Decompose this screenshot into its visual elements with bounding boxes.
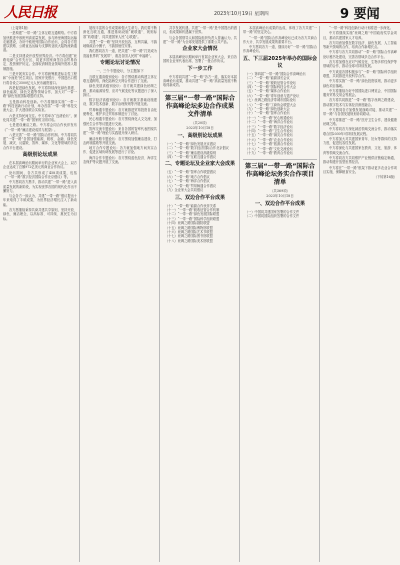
article-column-2 (83, 26, 157, 165)
paragraph: 本届高峰论坛期间举行首届企业家大会，来自各国的企业家代表出席，签署了一批合作协议。 (163, 55, 237, 64)
list-item: （十九）“一带一路”教育合作论坛 (245, 151, 293, 156)
paragraph: 中方愿同各方携手，推动共建“一带一路”进入高质量发展的新阶段，为实现世界各国的现代化作出不懈努力。 (3, 180, 77, 193)
list-item: （十）“一带一路”智库合作论坛 (245, 111, 290, 116)
issue-date: 2023年10月19日 星期四 (214, 12, 269, 17)
paragraph: 本届高峰论坛成果的达成，体现了各方共建“一带一路”的坚定决心。 (243, 26, 317, 35)
paragraph: 展现丰富的合作成果和强大生命力。我们要不断深化互联互通，推进基础设施“硬联通”、规则标准“软联通”、同共建国家人民“心联通”。 (83, 26, 157, 39)
column-divider (79, 26, 80, 562)
list-item: （十七）“一带一路”旅游合作论坛 (245, 142, 293, 147)
paragraph: 绿色发展高级别论坛：各方就共建绿色丝绸之路、推动能源转型、应对气候变化等议题进行了深入探讨。 (83, 84, 157, 97)
paragraph: 地方合作专题论坛：各方就加强地方间务实合作、促进区域协调发展等进行了讨论。 (83, 146, 157, 155)
paragraph: 中方欢迎各国积极参与“一带一路”国际科学组织联盟，共同推进开放科学合作。 (323, 69, 397, 78)
list-item: （九）“一带一路”绿色创新大会 (245, 107, 290, 112)
masthead (0, 0, 400, 23)
paragraph: 海洋合作专题论坛：各方围绕蓝色经济、海洋生态保护等议题开展了交流。 (83, 155, 157, 165)
list-item: （十八）丝绸之路国际美术馆联盟 (165, 238, 213, 243)
section-heading: 企业家大会情况 (182, 46, 218, 53)
paragraph: 在本届高峰论坛期间举行的企业家大会上，双方企业达成了总额972亿美元的商业合作协议。 (3, 161, 77, 170)
list-item: （十四）丝绸之路国际剧院联盟 (165, 221, 210, 226)
paragraph: 贸易畅通专题论坛：各方就推进贸易投资自由化便利化、维护多边贸易体制进行了讨论。 (83, 107, 157, 117)
paragraph: 论坛期间，各方共形成了458项成果，包括《“一带一路”数字经济国际合作北京倡议》等。 (3, 170, 77, 179)
article-column-3 (163, 26, 237, 243)
paragraph: 中方将实施“一带一路”绿色投资原则，推动更多绿色项目落地。 (323, 79, 397, 88)
paragraph: 与会各方一致认为，共建“一带一路”倡议提出十年来取得了丰硕成果，为世界经济增长注入了新动能。 (3, 194, 77, 207)
paragraph: 八是完善“一带一路”国际合作机制。中方将同共建“一带一路”各国加强能源、税收、金融、绿色发展、减灾、反腐败、智库、媒体、文化等领域的多边合作平台建设。 (3, 132, 77, 150)
list-item: （八）“一带一路”工商协会联盟大会 (245, 102, 297, 107)
paragraph: 我们愿同各方一道，把共建“一带一路”打造成为造福世界的“发展带”、惠及各国人民的“幸福路”。 (83, 49, 157, 58)
paragraph: 中方将在“一带一路”框架下推动更多农业合作项目实施，保障粮食安全。 (323, 165, 397, 174)
list-item: （六）“一带一路”青年创意与遗产论坛 (245, 93, 300, 98)
list-item: （十三）“一带一路”国际科学组织联盟 (165, 216, 220, 221)
list-item: （五）“一带一路”智库合作联盟倡议 (165, 170, 217, 175)
paragraph: 六是支持民间交往。中方将举办“良渚论坛”，深化同共建“一带一路”国家的文明对话。 (3, 113, 77, 122)
list-item: （十一）“一带一路”税收征管合作机制 (165, 207, 220, 212)
list-heading: 一、双边合作平台成果 (254, 200, 305, 207)
paragraph: 共享发展机遇。共建“一带一路”是中国提出的倡议，但成果和机遇属于世界。 (163, 26, 237, 35)
paragraph: 三是开展务实合作。中方将统筹推进标志性工程和“小而美”民生项目。国家开发银行、中国进出口银行将各设立3500亿元人民币融资窗口。 (3, 71, 77, 85)
paragraph: 各方将加强在应对气候变化、生物多样性保护等领域的合作，推动全球可持续发展。 (323, 60, 397, 69)
list-item: （十七）丝绸之路国际图书馆联盟 (165, 234, 213, 239)
divider (163, 91, 237, 92)
list-item: （四）“一带一路”互联互通合作倡议 (165, 155, 217, 160)
list-item: （五）“一带一路”媒体合作论坛 (245, 89, 290, 94)
list-item: （十六）丝绸之路国际艺术节联盟 (165, 229, 213, 234)
newspaper-logo: 人民日报 (4, 5, 56, 21)
paragraph: 中方将同共建“一带一路”各方一道，落实好本届高峰论坛成果，推动共建“一带一路”高质量发展不断取得新成效。 (163, 74, 237, 88)
paragraph: 各方将共同推进“一带一路”数字丝绸之路建设，推动数字技术与实体经济深度融合。 (323, 98, 397, 107)
document-title: 第三届“一带一路”国际合作高峰论坛务实合作项目清单 (244, 162, 315, 186)
list-item: （十三）“一带一路”数字经济论坛 (245, 124, 293, 129)
paragraph: 四是促进绿色发展。中方将持续深化绿色基建、绿色能源、绿色交通等领域合作，加大对“一带一路”绿色发展国际联盟的支持。 (3, 85, 77, 99)
paragraph: 中方将深化与共建国家在教育、文化、旅游、体育等领域交流合作。 (323, 146, 397, 155)
column-divider (319, 26, 320, 562)
article-column-1 (3, 26, 77, 222)
paragraph: 智库交流专题论坛：来自各国的智库代表围绕共建“一带一路”理论与实践展开深入研讨。 (83, 126, 157, 136)
paragraph: 中方愿同各方加强发展战略对接，推动共建“一带一路”与各国发展规划协同联动。 (323, 108, 397, 117)
paragraph: 中方将继续实施“丝绸之路”中国政府奖学金项目，推动共建国家人才培养。 (323, 31, 397, 40)
continuation-note: （下转第16版） (373, 175, 397, 180)
paragraph: 各方同意加强在数字经济、绿色发展、人工智能等新兴领域的合作，培育合作新增长点。 (323, 40, 397, 50)
list-item: （十八）“一带一路”文化交流论坛 (245, 146, 293, 151)
column-divider (239, 26, 240, 562)
divider (243, 159, 317, 160)
paragraph: 民心相通专题论坛：各方围绕深化人文交流、加强民生合作等议题进行交流。 (83, 117, 157, 126)
list-item: （一）第四届“一带一路”国际合作高峰论坛 (245, 71, 306, 76)
paragraph: 各方愿继续秉持共商共建共享原则，坚持开放、绿色、廉洁理念，以高标准、可持续、惠民生为目标。 (3, 207, 77, 221)
list-item: （四）“一带一路”国际科技合作大会 (245, 85, 297, 89)
paragraph: 与会各国领导人和国际组织负责人普遍认为，共建“一带一路”为全球发展提供了重要公共产品。 (163, 35, 237, 44)
paragraph: 中方将推进“一带一路”医疗卫生合作，建设健康丝绸之路。 (323, 117, 397, 126)
article-column-5 (323, 26, 397, 181)
document-count: （共20项） (191, 120, 209, 125)
list-item: （七）“一带一路”海洋合作倡议 (165, 179, 210, 184)
paragraph: 七是建设廉洁之路。中方将会同合作伙伴发布《“一带一路”廉洁建设成效与展望》。 (3, 123, 77, 132)
document-count: （共369项） (269, 188, 291, 193)
list-item: （十二）“一带一路”绿色发展国际联盟 (165, 212, 220, 217)
paragraph: 廉洁丝路专题论坛：各方围绕加强廉洁建设、打击跨境腐败等开展交流。 (83, 136, 157, 145)
section-subheading: 一、三个专题论坛，分主题如下 (96, 69, 144, 74)
document-title: 第三届“一带一路”国际合作高峰论坛多边合作成果文件清单 (164, 94, 235, 118)
list-item: （一）“一带一路”绿色发展北京倡议 (165, 141, 217, 146)
column-divider (159, 26, 160, 562)
list-item: （十四）“一带一路”卫生合作论坛 (245, 129, 293, 134)
list-item: （二）“一带一路”数字经济国际合作北京倡议 (165, 146, 229, 151)
list-item: （二）中国同国际组织签署的合作文件 (245, 214, 300, 219)
list-item: （十）“一带一路”能源合作伙伴关系 (165, 203, 217, 208)
paragraph: 中方将同各方共同维护产业链供应链稳定畅通，推动构建开放型世界经济。 (323, 156, 397, 165)
paragraph: 互联互通高级别论坛：各方围绕推动构建立体互联互通网络，深化陆海空天网合作进行了交流。 (83, 74, 157, 83)
paragraph: 一是构建“一带一路”立体互联互通网络。中方将加快推进中欧班列高质量发展，参与跨里海国际运输走廊建设，办好中欧班列国际合作论坛，会同各方搭建以铁路、公路直达运输为支撑的亚欧大陆物流新通道。 (3, 31, 77, 53)
list-item: （三）“一带一路”廉洁建设高级原则 (165, 150, 217, 155)
document-date: 2023年10月18日 (186, 126, 214, 131)
list-item: （十二）“一带一路”海洋合作论坛 (245, 120, 293, 125)
list-heading: 三、双边合作平台成果 (174, 194, 225, 201)
list-item: （十一）“一带一路”民心相通论坛 (245, 115, 293, 120)
paragraph: 共建“一带一路”坚持开放包容、互利共赢，不搞地缘政治小圈子，不搞排他性安排。 (83, 39, 157, 49)
list-item: （七）丝绸之路经济带城市国际论坛 (245, 98, 296, 103)
page-number: 9 要闻 (340, 7, 380, 22)
list-item: （十六）“一带一路”农业合作论坛 (245, 137, 293, 142)
document-date: 2023年10月18日 (266, 194, 294, 199)
paragraph: 中方将加大对共建国家青年、妇女等群体的支持力度，促进包容性发展。 (323, 136, 397, 146)
section-heading: 五、下三届2025年举办的国际会议 (243, 55, 317, 69)
paragraph: 中方将与各方共同推动“一带一路”国际合作高峰论坛秘书处建设，完善各领域多边合作平台。 (323, 50, 397, 59)
paragraph: 中方将继续办好中国国际进口博览会、中国国际服务贸易交易会等展会。 (323, 88, 397, 98)
section-heading: 专题论坛讨论情况 (99, 60, 140, 67)
list-heading: 二、专题论坛及企业家大会成果 (164, 161, 235, 168)
list-item: （八）“一带一路”贸易畅通合作倡议 (165, 183, 217, 188)
list-item: （二）“一带一路”能源部长会议 (245, 76, 290, 81)
paragraph: （上接第1版） (9, 26, 31, 30)
list-item: （三）“一带一路”税收征管合作论坛 (245, 80, 297, 85)
list-item: （十五）丝绸之路国际博物馆联盟 (165, 225, 213, 230)
paragraph: 中方愿同各方一道，继续办好“一带一路”国际合作高峰论坛。 (243, 45, 317, 54)
list-item: （十五）“一带一路”减灾合作论坛 (245, 133, 293, 138)
list-item: （六）“一带一路”地方合作倡议 (165, 174, 210, 179)
paragraph: 二是支持建设开放型世界经济。中方将创建“丝路电商”合作先行区，同更多国家商签自由贸易协定、投资保护协定。全面取消制造业领域外资准入限制措施。 (3, 53, 77, 71)
paragraph: 数字经济高级别论坛：各方就数字基础设施建设、数字技术创新、数字治理规则等开展交流。 (83, 98, 157, 107)
paragraph: 五是推动科技创新。中方将继续实施“一带一路”科技创新行动计划，举办首届“一带一路”科技交流大会，扩大建设联合实验室。 (3, 99, 77, 113)
section-heading: 下一步工作 (187, 65, 213, 72)
list-item: （九）企业家大会共同倡议 (165, 188, 204, 193)
article-column-4 (243, 26, 317, 219)
list-item: （一）中国同共建国家签署的合作文件 (245, 209, 300, 214)
list-heading: 一、高级别论坛成果 (177, 132, 223, 139)
section-heading: 高级别论坛成果 (22, 152, 58, 159)
paragraph: “一带一路”国际合作高峰论坛已成为各方共商合作大计、共享发展成果的重要平台。 (243, 35, 317, 44)
paragraph: “一带一路”科技创新行动计划将进一步深化。 (329, 26, 393, 30)
paragraph: 中方将同各方深化减贫领域交流合作，推动落实联合国2030年可持续发展议程。 (323, 127, 397, 136)
